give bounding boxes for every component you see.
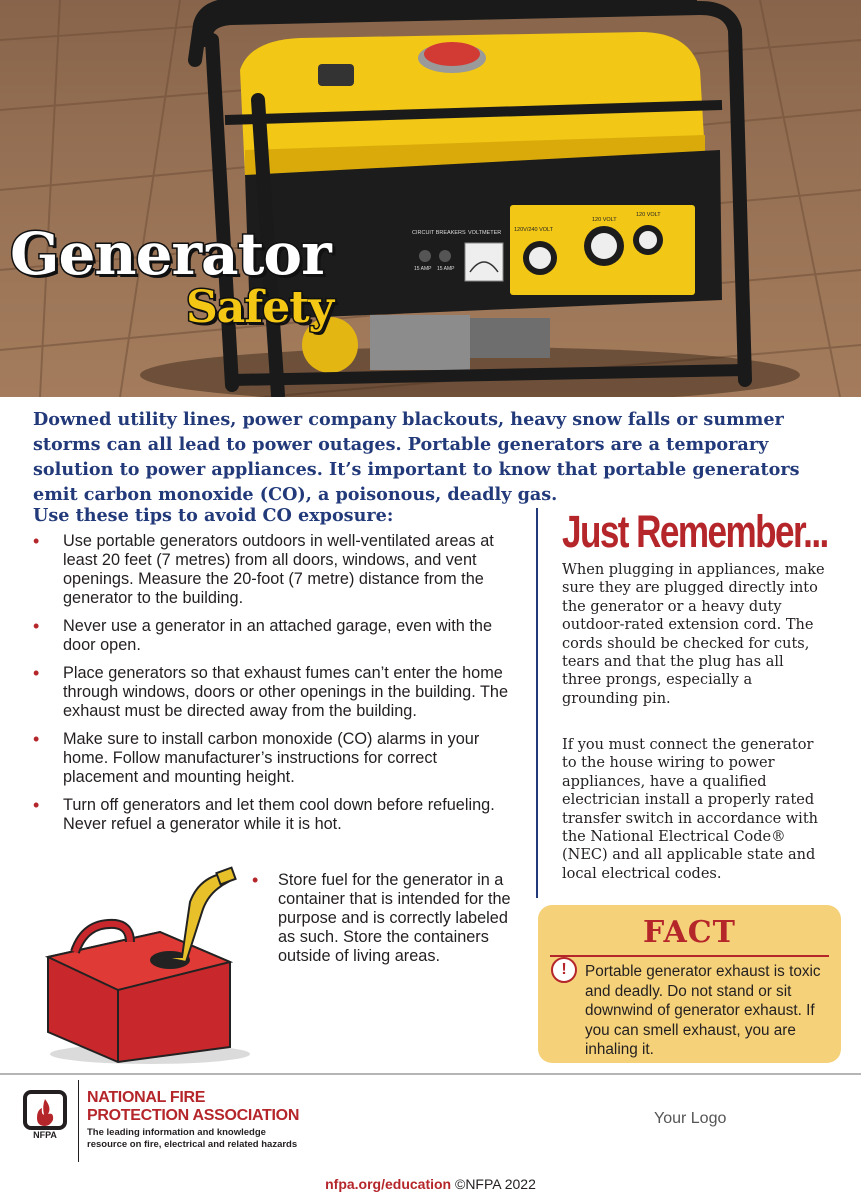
label-120-volt-a: 120 VOLT bbox=[592, 217, 617, 223]
label-voltmeter: VOLTMETER bbox=[468, 230, 502, 236]
label-15-amp-b: 15 AMP bbox=[437, 266, 455, 272]
warning-icon: ! bbox=[551, 957, 577, 983]
label-120-240-volt: 120V/240 VOLT bbox=[514, 227, 554, 233]
hero-image bbox=[0, 0, 861, 397]
tip-item: • Store fuel for the generator in a container that is intended for the purpose and is correctly labeled as such. Store the containers outside of living areas. bbox=[252, 871, 512, 966]
tip-item: • Never use a generator in an attached garage, even with the door open. bbox=[33, 617, 511, 655]
org-tagline: The leading information and knowledge resource on fire, electrical and related hazards bbox=[87, 1127, 298, 1150]
remember-paragraph-1: When plugging in appliances, make sure they are plugged directly into the generator or a heavy duty outdoor-rated extension cord. The cords should be checked for cuts, tears and that the plug has all three prongs, especially a grounding pin. bbox=[562, 562, 825, 707]
intro-paragraph: Downed utility lines, power company blackouts, heavy snow falls or summer storms can all lead to power outages. Portable generators are a temporary solution to power appliances. It’s important to know that portable generators emit carbon monoxide (CO), a poisonous, deadly gas. bbox=[33, 409, 800, 505]
column-divider bbox=[536, 508, 538, 898]
intro-tips-lead: Use these tips to avoid CO exposure: bbox=[33, 505, 394, 526]
fact-box bbox=[538, 905, 841, 1063]
org-name-line1: NATIONAL FIRE bbox=[87, 1089, 206, 1106]
tip-item: • Make sure to install carbon monoxide (CO) alarms in your home. Follow manufacturer’s instructions for correct placement and mounting height. bbox=[33, 730, 511, 787]
nfpa-logo-text: NFPA bbox=[33, 1130, 57, 1140]
fact-title: FACT bbox=[642, 915, 737, 950]
generator-illustration bbox=[0, 0, 861, 397]
org-name bbox=[87, 1089, 299, 1125]
tips-list bbox=[33, 532, 511, 843]
tip-item: • Place generators so that exhaust fumes can’t enter the home through windows, doors or other openings in the building. The exhaust must be directed away from the building. bbox=[33, 664, 511, 721]
education-link[interactable]: nfpa.org/education bbox=[325, 1176, 452, 1192]
label-15-amp-a: 15 AMP bbox=[414, 266, 432, 272]
gas-can-icon bbox=[30, 862, 255, 1067]
remember-paragraph-2: If you must connect the generator to the house wiring to power appliances, have a qualified electrician install a properly rated transfer switch in accordance with the National Electrical Code® (NEC) and all applicable state and local electrical codes. bbox=[562, 737, 818, 882]
tips-list-fuel bbox=[252, 871, 512, 966]
label-120-volt-b: 120 VOLT bbox=[636, 212, 661, 218]
footer-url-line bbox=[0, 1176, 861, 1192]
tip-item: • Use portable generators outdoors in well-ventilated areas at least 20 feet (7 metres) from all doors, windows, and vent openings. Measure the 20-foot (7 metre) distance from the generator to the building. bbox=[33, 532, 511, 608]
title-generator: Generator bbox=[10, 220, 331, 288]
footer-logo-divider bbox=[78, 1080, 79, 1162]
fact-text: Portable generator exhaust is toxic and deadly. Do not stand or sit downwind of generator exhaust. If you can smell exhaust, you are inhaling it. bbox=[585, 963, 821, 1058]
copyright: ©NFPA 2022 bbox=[451, 1176, 536, 1192]
tip-item: • Turn off generators and let them cool down before refueling. Never refuel a generator while it is hot. bbox=[33, 796, 511, 834]
nfpa-logo-icon bbox=[22, 1090, 68, 1140]
org-name-line2: PROTECTION ASSOCIATION bbox=[87, 1107, 300, 1124]
your-logo-placeholder: Your Logo bbox=[654, 1110, 727, 1127]
label-circuit-breakers: CIRCUIT BREAKERS bbox=[412, 230, 466, 236]
just-remember-title: Just Remember... bbox=[562, 506, 828, 557]
fact-divider bbox=[550, 955, 829, 957]
footer-divider bbox=[0, 1073, 861, 1075]
title-safety: Safety bbox=[186, 282, 334, 333]
